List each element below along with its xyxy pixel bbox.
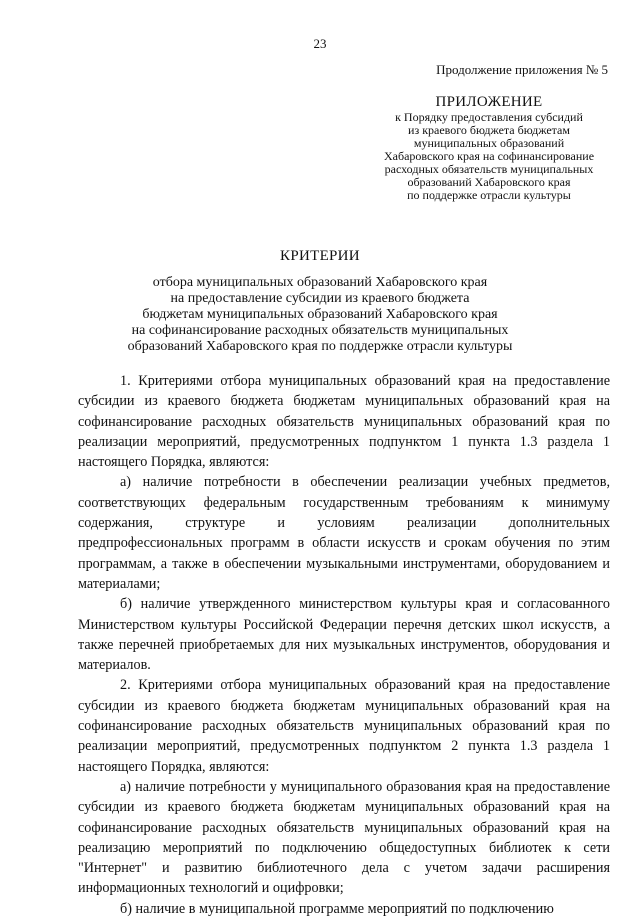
appendix-line: образований Хабаровского края — [407, 175, 571, 189]
criteria-heading — [30, 248, 610, 355]
appendix-title: ПРИЛОЖЕНИЕ — [435, 94, 543, 110]
criteria-subtitle-line: на софинансирование расходных обязательств муниципальных — [131, 323, 509, 338]
paragraph-1b: б) наличие утвержденного министерством культуры края и согласованного Министерством культуры Российской Федерации перечня детских школ искусств, а также перечней приобретаемых для них музыкальных инструментов, оборудования и материалов. — [78, 596, 610, 674]
paragraph-1: 1. Критериями отбора муниципальных образований края на предоставление субсидии из краевого бюджета бюджетам муниципальных образований края на софинансирование расходных обязательств муниципальных образований края по реализации мероприятий, предусмотренных подпунктом 1 пункта 1.3 раздела 1 настоящего Порядка, являются: — [78, 373, 610, 471]
criteria-subtitle-line: бюджетам муниципальных образований Хабаровского края — [142, 307, 498, 322]
criteria-title: КРИТЕРИИ — [280, 248, 360, 264]
continuation-note: Продолжение приложения № 5 — [436, 62, 608, 77]
appendix-line: из краевого бюджета бюджетам — [408, 123, 570, 137]
body-text — [78, 371, 610, 919]
appendix-line: муниципальных образований — [413, 136, 565, 150]
appendix-line: расходных обязательств муниципальных — [384, 162, 594, 176]
criteria-subtitle-line: на предоставление субсидии из краевого бюджета — [170, 291, 470, 306]
paragraph-2: 2. Критериями отбора муниципальных образований края на предоставление субсидии из краевого бюджета бюджетам муниципальных образований края на софинансирование расходных обязательств муниципальных образований края по реализации мероприятий, предусмотренных подпунктом 2 пункта 1.3 раздела 1 настоящего Порядка, являются: — [78, 677, 610, 775]
appendix-header — [358, 94, 620, 202]
page-number: 23 — [313, 36, 327, 51]
paragraph-1a: а) наличие потребности в обеспечении реализации учебных предметов, соответствующих федеральным государственным требованиям к минимуму содержания, структуре и условиям реализации дополнительных предпрофессиональных программ в области искусств и срокам обучения по этим программам, а также в обеспечении музыкальными инструментами, оборудованием и материалами; — [78, 474, 610, 592]
criteria-subtitle-line: отбора муниципальных образований Хабаровского края — [152, 275, 488, 290]
appendix-line: по поддержке отрасли культуры — [407, 188, 571, 202]
paragraph-2a: а) наличие потребности у муниципального образования края на предоставление субсидии из краевого бюджета бюджетам муниципальных образований края на софинансирование расходных обязательств муниципальных образований края на реализацию мероприятий по подключению общедоступных библиотек к сети "Интернет" и развитию библиотечного дела с учетом задачи расширения информационных технологий и оцифровки; — [78, 778, 610, 897]
appendix-line: к Порядку предоставления субсидий — [395, 110, 583, 124]
criteria-subtitle-line: образований Хабаровского края по поддержке отрасли культуры — [127, 339, 513, 354]
appendix-line: Хабаровского края на софинансирование — [383, 149, 595, 163]
paragraph-2b: б) наличие в муниципальной программе мероприятий по подключению — [120, 900, 554, 917]
